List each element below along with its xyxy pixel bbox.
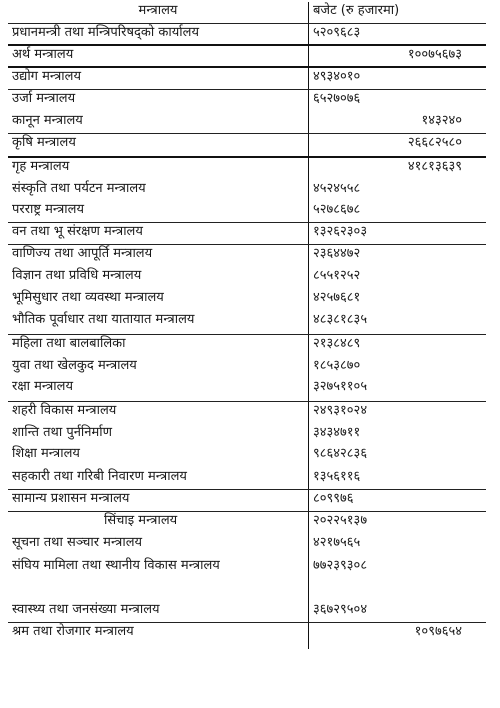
budget-cell: ३४३४७११ bbox=[308, 424, 486, 445]
budget-cell: ५२०९६८३ bbox=[308, 24, 486, 46]
ministry-cell: भौतिक पूर्वाधार तथा यातायात मन्त्रालय bbox=[12, 312, 195, 327]
table-row bbox=[8, 24, 486, 46]
budget-cell: ४२५७६८१ bbox=[308, 289, 486, 311]
ministry-cell: श्रम तथा रोजगार मन्त्रालय bbox=[12, 624, 134, 639]
ministry-cell: गृह मन्त्रालय bbox=[12, 159, 70, 174]
budget-cell: २०२२५१३७ bbox=[308, 512, 486, 534]
table-body bbox=[8, 24, 486, 649]
budget-table bbox=[8, 2, 486, 649]
ministry-cell: उद्योग मन्त्रालय bbox=[12, 69, 82, 84]
ministry-cell: प्रधानमन्त्री तथा मन्त्रिपरिषद्को कार्यालय bbox=[12, 25, 199, 40]
header-budget: बजेट (रु हजारमा) bbox=[308, 2, 486, 24]
table-row bbox=[8, 180, 486, 201]
table-row bbox=[8, 601, 486, 623]
table-row bbox=[8, 468, 486, 490]
budget-cell: ८५५१२५२ bbox=[308, 267, 486, 289]
table-row bbox=[8, 134, 486, 158]
budget-cell: २१३८४८९ bbox=[308, 335, 486, 357]
ministry-cell: रक्षा मन्त्रालय bbox=[12, 379, 74, 394]
budget-cell: ४८३८१८३५ bbox=[308, 311, 486, 335]
table-row bbox=[8, 90, 486, 112]
budget-cell: ७७२३९३०८ bbox=[308, 557, 486, 601]
ministry-cell: परराष्ट्र मन्त्रालय bbox=[12, 202, 85, 217]
table-row bbox=[8, 267, 486, 289]
table-row bbox=[8, 335, 486, 357]
budget-cell: १३२६२३०३ bbox=[308, 223, 486, 245]
table-header-row bbox=[8, 2, 486, 24]
ministry-cell: कृषि मन्त्रालय bbox=[12, 135, 76, 150]
budget-cell: ५२७८६७८ bbox=[308, 201, 486, 223]
budget-cell: १८५३८७० bbox=[308, 357, 486, 378]
budget-cell: २६६८२५८० bbox=[308, 134, 486, 158]
table-row bbox=[8, 512, 486, 534]
budget-cell: १०९७६५४ bbox=[308, 623, 486, 649]
table-row bbox=[8, 223, 486, 245]
table-row bbox=[8, 623, 486, 649]
table-row bbox=[8, 357, 486, 378]
budget-cell: ४५२४५५८ bbox=[308, 180, 486, 201]
budget-cell: १४३२४० bbox=[308, 112, 486, 134]
budget-cell: ९८६४२८३६ bbox=[308, 445, 486, 468]
budget-cell: ८०९९७६ bbox=[308, 490, 486, 512]
header-ministry: मन्त्रालय bbox=[138, 3, 178, 18]
budget-cell: १३५६११६ bbox=[308, 468, 486, 490]
ministry-cell: युवा तथा खेलकुद मन्त्रालय bbox=[12, 358, 137, 373]
budget-cell: २३६४४७२ bbox=[308, 245, 486, 267]
table-row bbox=[8, 245, 486, 267]
ministry-cell: भूमिसुधार तथा व्यवस्था मन्त्रालय bbox=[12, 290, 164, 305]
table-row bbox=[8, 46, 486, 68]
ministry-cell: सिंचाइ मन्त्रालय bbox=[104, 513, 178, 528]
table-row bbox=[8, 311, 486, 335]
ministry-cell: शहरी विकास मन्त्रालय bbox=[12, 403, 117, 418]
ministry-cell: वन तथा भू संरक्षण मन्त्रालय bbox=[12, 224, 143, 239]
table-row bbox=[8, 402, 486, 424]
budget-cell: १००७५६७३ bbox=[308, 46, 486, 68]
ministry-cell: महिला तथा बालबालिका bbox=[12, 336, 126, 351]
ministry-cell: शिक्षा मन्त्रालय bbox=[12, 446, 80, 461]
ministry-cell: अर्थ मन्त्रालय bbox=[12, 47, 74, 62]
ministry-cell: सूचना तथा सञ्चार मन्त्रालय bbox=[12, 535, 143, 550]
table-row bbox=[8, 201, 486, 223]
table-row bbox=[8, 378, 486, 402]
table-row bbox=[8, 68, 486, 90]
budget-cell: ४१८१३६३९ bbox=[308, 158, 486, 180]
table-row bbox=[8, 158, 486, 180]
ministry-cell: सामान्य प्रशासन मन्त्रालय bbox=[12, 491, 130, 506]
budget-cell: ४९३४०१० bbox=[308, 68, 486, 90]
table-row bbox=[8, 424, 486, 445]
table-row bbox=[8, 289, 486, 311]
table-row bbox=[8, 534, 486, 557]
ministry-cell: सहकारी तथा गरिबी निवारण मन्त्रालय bbox=[12, 469, 187, 484]
budget-cell: ४२१७५६५ bbox=[308, 534, 486, 557]
table-row bbox=[8, 445, 486, 468]
budget-cell: ३६७२९५०४ bbox=[308, 601, 486, 623]
ministry-cell: शान्ति तथा पुर्ननिर्माण bbox=[12, 425, 113, 440]
budget-cell: ६५२७०७६ bbox=[308, 90, 486, 112]
ministry-cell: संस्कृति तथा पर्यटन मन्त्रालय bbox=[12, 181, 146, 196]
table-row bbox=[8, 490, 486, 512]
table-row bbox=[8, 557, 486, 601]
ministry-cell: वाणिज्य तथा आपूर्ति मन्त्रालय bbox=[12, 246, 153, 261]
ministry-cell: स्वास्थ्य तथा जनसंख्या मन्त्रालय bbox=[12, 602, 160, 617]
budget-cell: ३२७५११०५ bbox=[308, 378, 486, 402]
ministry-cell: उर्जा मन्त्रालय bbox=[12, 91, 76, 106]
ministry-cell: कानून मन्त्रालय bbox=[12, 113, 83, 128]
ministry-cell: विज्ञान तथा प्रविधि मन्त्रालय bbox=[12, 268, 142, 283]
table-row bbox=[8, 112, 486, 134]
budget-cell: २४९३१०२४ bbox=[308, 402, 486, 424]
ministry-cell: संघिय मामिला तथा स्थानीय विकास मन्त्रालय bbox=[12, 558, 220, 573]
